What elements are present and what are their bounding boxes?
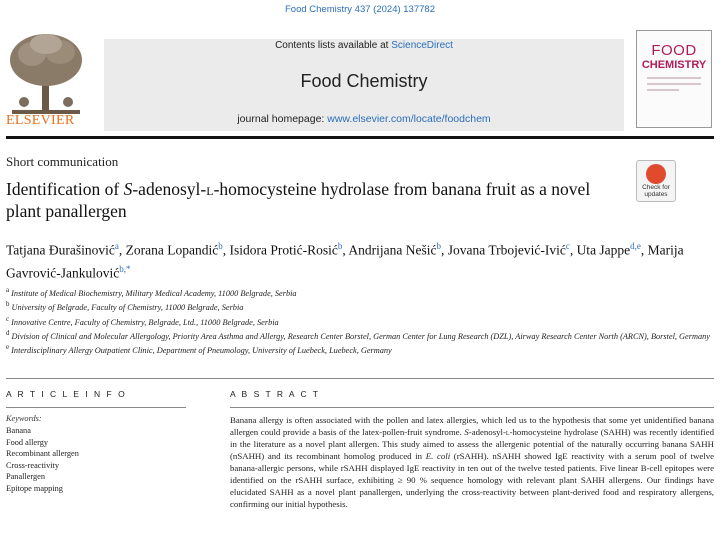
affiliation-key: c	[6, 315, 10, 323]
author-name[interactable]: Andrijana Nešić	[348, 242, 437, 258]
keyword-item[interactable]: Banana	[6, 426, 31, 435]
journal-citation[interactable]: Food Chemistry 437 (2024) 137782	[285, 4, 435, 15]
abstract-body: Banana allergy is often associated with the pollen and latex allergies, which led us to the hypothesis that some yet unidentified banana allergen could provide a basis of the latex-pollen-fruit syndrome. S-adenosyl-l-homocysteine hydrolase (SAHH) was recently identified in the literature as a novel plant allergen. This study aimed to assess the allergenic potential of the naturally occurring banana SAHH (nSAHH) and its recombinant homolog produced in E. coli (rSAHH). nSAHH showed IgE reactivity with a serum pool of twelve banana-allergic persons, while rSAHH displayed IgE reactivity in ten out of the twelve tested patients. Five linear B-cell epitopes were identified on the rSAHH surface, exhibiting ≥ 90 % sequence homology with relevant plant SAHH allergens. Our findings have elucidated SAHH as a novel plant panallergen, underlying the cross-reactivity between plant-derived food and respiratory allergens, confirming our initial hypothesis.	[230, 415, 714, 510]
abstract-heading: A B S T R A C T	[230, 389, 321, 399]
affiliation-item	[6, 299, 714, 313]
affiliation-key: d	[6, 329, 10, 337]
cover-title-food: FOOD	[651, 42, 697, 59]
keywords-label: Keywords:	[6, 414, 42, 423]
author-affiliation-marker[interactable]: a	[114, 241, 119, 251]
author-affiliation-marker[interactable]: b	[436, 241, 441, 251]
affiliation-key: b	[6, 301, 10, 309]
affiliation-text: Innovative Centre, Faculty of Chemistry, Belgrade, Ltd., 11000 Belgrade, Serbia	[9, 317, 279, 327]
journal-cover-thumbnail[interactable]	[636, 30, 712, 128]
keyword-item[interactable]: Epitope mapping	[6, 483, 63, 493]
publisher-wordmark[interactable]: ELSEVIER	[6, 113, 75, 128]
author-separator: ,	[640, 242, 648, 258]
homepage-prefix: journal homepage:	[237, 113, 328, 125]
author-separator: ,	[342, 242, 349, 258]
keyword-item[interactable]: Panallergen	[6, 472, 46, 482]
article-title: Identification of S-adenosyl-l-homocysteine hydrolase from banana fruit as a novel plant panallergen	[6, 179, 591, 221]
affiliation-text: Interdisciplinary Allergy Outpatient Clinic, Department of Pneumology, University of Luebeck, Luebeck, Germany	[9, 345, 392, 355]
author-list	[6, 237, 714, 282]
article-info-heading: A R T I C L E I N F O	[6, 389, 127, 399]
affiliation-item	[6, 285, 714, 299]
affiliation-key: e	[6, 344, 10, 352]
author-name[interactable]: Jovana Trbojević-Ivić	[447, 242, 566, 258]
affiliation-item	[6, 328, 714, 342]
article-info-rule	[6, 407, 186, 408]
author-affiliation-marker[interactable]: c	[565, 241, 570, 251]
section-rule	[6, 378, 714, 379]
author-affiliation-marker[interactable]: d,e	[630, 241, 641, 251]
contents-line	[104, 40, 624, 51]
sciencedirect-link[interactable]: ScienceDirect	[391, 40, 453, 51]
author-separator: ,	[222, 242, 230, 258]
keyword-item[interactable]: Cross-reactivity	[6, 460, 59, 470]
affiliation-text: University of Belgrade, Faculty of Chemistry, 11000 Belgrade, Serbia	[9, 303, 244, 313]
article-type: Short communication	[6, 154, 119, 169]
header-rule	[6, 136, 714, 139]
journal-masthead	[6, 27, 714, 130]
check-for-updates-button[interactable]	[636, 160, 676, 202]
cover-decoration	[647, 77, 701, 95]
author-name[interactable]: Zorana Lopandić	[125, 242, 219, 258]
cover-title-chemistry: CHEMISTRY	[641, 59, 707, 71]
abstract-rule	[230, 407, 714, 408]
affiliation-item	[6, 342, 714, 356]
author-affiliation-marker[interactable]: b,*	[119, 263, 131, 274]
author-name[interactable]: Isidora Protić-Rosić	[229, 242, 338, 258]
contents-prefix: Contents lists available at	[275, 40, 392, 51]
journal-name: Food Chemistry	[300, 71, 428, 91]
homepage-link[interactable]: www.elsevier.com/locate/foodchem	[327, 113, 491, 125]
keyword-item[interactable]: Recombinant allergen	[6, 449, 79, 459]
author-separator: ,	[569, 242, 577, 258]
author-separator: ,	[118, 242, 126, 258]
keywords-list	[6, 425, 79, 495]
affiliation-key: a	[6, 287, 10, 294]
affiliation-text: Division of Clinical and Molecular Allergology, Priority Area Asthma and Allergy, Research Center Borstel, German Center for Lung Research (DZL), Airway Research Center North (ARCN), Borstel, Germany	[9, 331, 710, 341]
affiliation-list	[6, 285, 714, 356]
check-updates-icon	[646, 164, 666, 184]
author-name[interactable]: Tatjana Đurašinović	[6, 242, 115, 258]
author-name[interactable]: Uta Jappe	[576, 242, 631, 258]
homepage-line	[104, 113, 624, 125]
check-updates-label: Check for updates	[642, 184, 670, 198]
journal-header-box	[104, 39, 624, 131]
affiliation-item	[6, 314, 714, 328]
author-affiliation-marker[interactable]: b	[218, 241, 223, 251]
author-separator: ,	[440, 242, 448, 258]
elsevier-tree-logo	[6, 32, 86, 118]
author-affiliation-marker[interactable]: b	[337, 241, 343, 251]
author-name[interactable]: Marija Gavrović-Jankulović	[6, 242, 684, 280]
affiliation-text: Institute of Medical Biochemistry, Military Medical Academy, 11000 Belgrade, Serbia	[9, 288, 297, 298]
keyword-item[interactable]: Food allergy	[6, 437, 49, 447]
